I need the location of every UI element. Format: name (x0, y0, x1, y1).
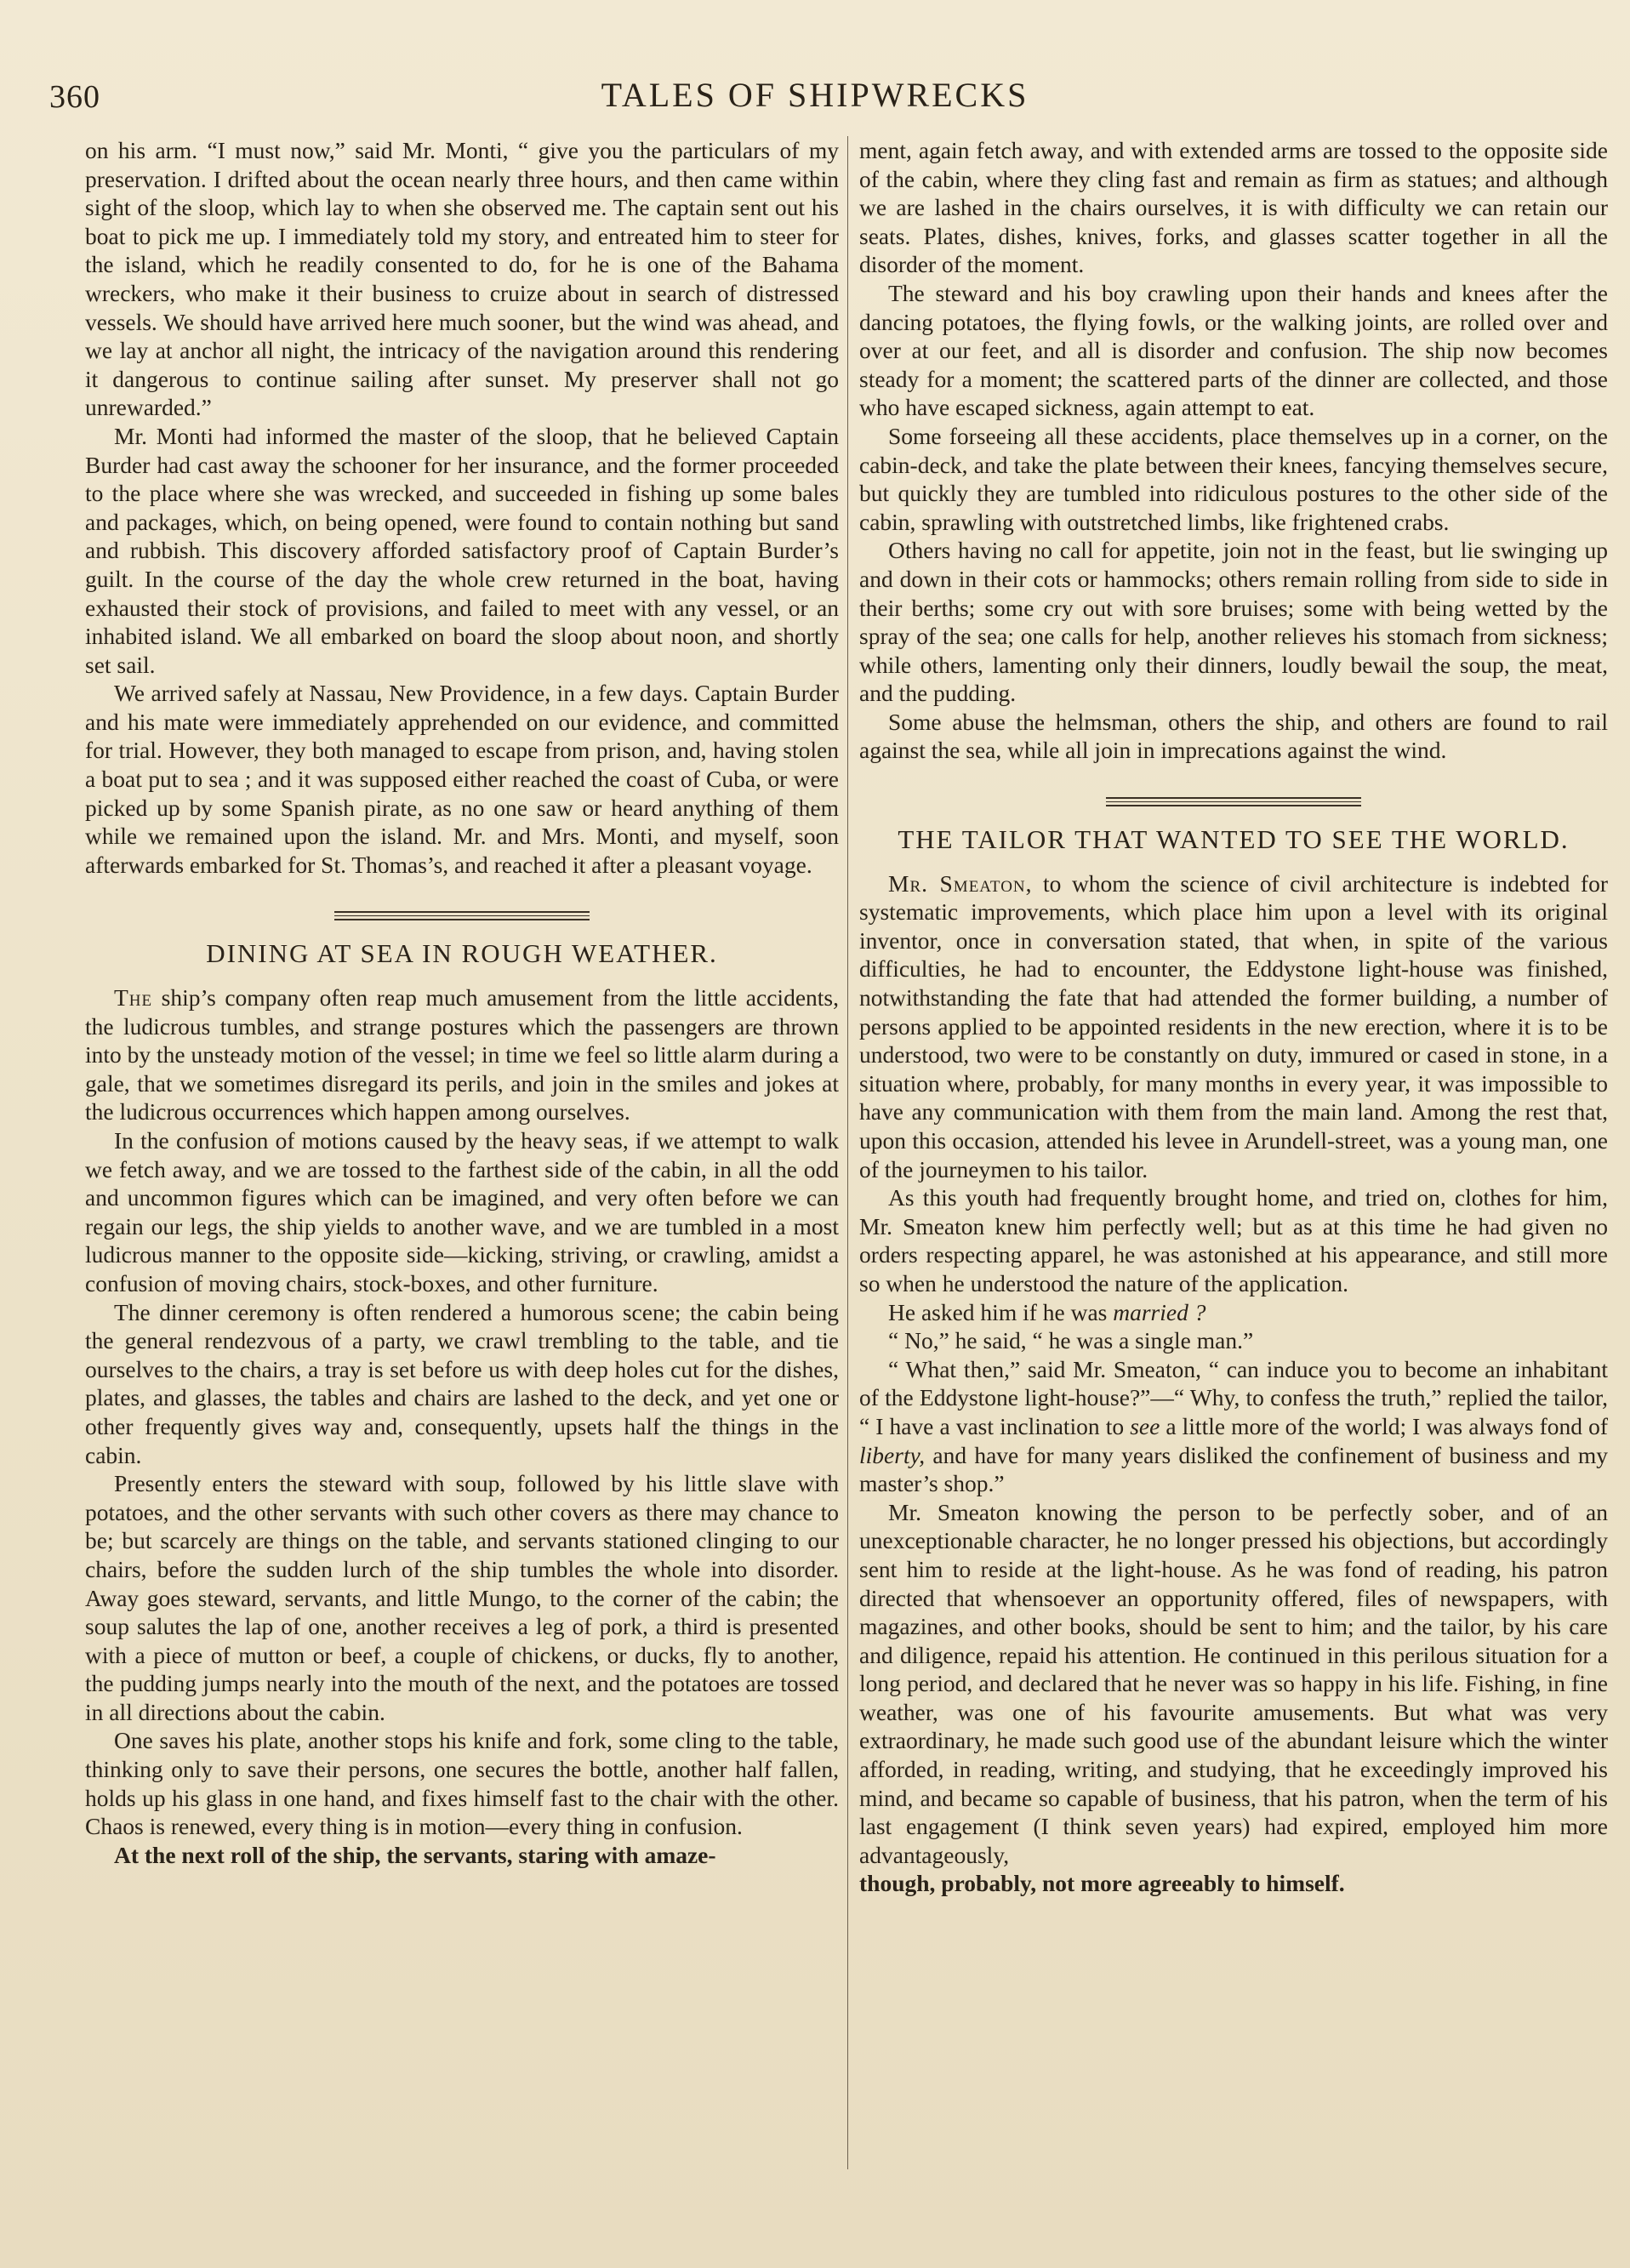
divider-line (1106, 797, 1361, 799)
paragraph-text: and have for many years disliked the confinement of business and my master’s shop.” (859, 1441, 1608, 1497)
divider-line (1106, 805, 1361, 806)
paragraph: We arrived safely at Nassau, New Providence, in a few days. Captain Burder and his mate were immediately apprehended on our evidence, and committed for trial. However, they both managed to escape from prison, and, having stolen a boat put to sea ; and it was supposed either reached the coast of Cuba, or were picked up by some Spanish pirate, as no one saw or heard anything of them while we remained upon the island. Mr. and Mrs. Monti, and myself, soon afterwards embarked for St. Thomas’s, and reached it after a pleasant voyage. (85, 680, 839, 878)
paragraph (859, 869, 1608, 1184)
paragraph (859, 1355, 1608, 1498)
paragraph-text: ship’s company often reap much amusement from the little accidents, the ludicrous tumbles, and strange postures which the passengers are thrown into by the unsteady motion of the vessel; in time we feel so little alarm during a gale, that we sometimes disregard its perils, and join in the smiles and jokes at the ludicrous occurrences which happen among ourselves. (85, 984, 839, 1125)
paragraph: Mr. Smeaton knowing the person to be perfectly sober, and of an unexceptionable character, he no longer pressed his objections, but accordingly sent him to reside at the light-house. As he was fond of reading, his patron directed that whensoever an opportunity offered, files of newspapers, with magazines, and other books, should be sent to him; and the tailor, by his care and diligence, repaid his attention. He continued in this perilous situation for a long period, and declared that he never was so happy in his life. Fishing, in fine weather, was one of his favourite amusements. But what was very extraordinary, he made such good use of the abundant leisure which the winter afforded, in reading, writing, and studying, that he exceedingly improved his mind, and became so capable of business, that his patron, when the term of his last engagement (I think seven years) had expired, employed him more advantageously, (859, 1498, 1608, 1868)
paragraph-text: to whom the science of civil architecture is indebted for systematic improvements, which place him upon a level with its original inventor, once in conversation stated, that when, in spite of the various difficulties, he had to encounter, the Eddystone light-house was finished, notwithstanding the fate that had attended the former building, a number of persons applied to be appointed residents in the new erection, where it is to be understood, two were to be constantly on duty, immured or cased in stone, in a situation where, probably, for many months in every year, it was impossible to have any communication with them from the main land. Among the rest that, upon this occasion, attended his levee in Arundell-street, was a young man, one of the journeymen to his tailor. (859, 869, 1608, 1182)
paragraph: “ No,” he said, “ he was a single man.” (888, 1327, 1254, 1354)
paragraph-text: a little more of the world; I was always fond of (1160, 1412, 1608, 1439)
paragraph: Mr. Monti had informed the master of the sloop, that he believed Captain Burder had cast away the schooner for her insurance, and the former proceeded to the place where she was wrecked, and succeeded in fishing up some bales and packages, which, on being opened, were found to contain nothing but sand and rubbish. This discovery afforded satisfactory proof of Captain Burder’s guilt. In the course of the day the whole crew returned in the boat, having exhausted their stock of provisions, and failed to meet with any vessel, or an inhabited island. We all embarked on board the sloop about noon, and shortly set sail. (85, 422, 839, 678)
paragraph (85, 983, 839, 1126)
lead-word: The (114, 984, 153, 1011)
divider-line (334, 911, 590, 913)
section-divider (334, 911, 590, 920)
paragraph-text: He asked him if he was (888, 1298, 1114, 1325)
italic-word: married ? (1113, 1298, 1206, 1325)
section-divider (1106, 797, 1361, 806)
paragraph-text: “ What then,” said Mr. Smeaton, “ can induce you to become an inhabitant of the Eddystone light-house?”—“ Why, to confess the truth,” replied the tailor, “ I have a vast inclination to (859, 1355, 1608, 1439)
page-header (0, 66, 1630, 117)
italic-word: see (1130, 1412, 1160, 1439)
italic-word: liberty, (859, 1441, 926, 1468)
paragraph: on his arm. “I must now,” said Mr. Monti, “ give you the particulars of my preservation. I drifted about the ocean nearly three hours, and then came within sight of the sloop, which lay to when she observed me. The captain sent out his boat to pick me up. I immediately told my story, and entreated him to steer for the island, which he readily consented to do, for he is one of the Bahama wreckers, who make it their business to cruize about in search of distressed vessels. We should have arrived here much sooner, but the wind was ahead, and we lay at anchor all night, the intricacy of the navigation around this rendering it dangerous to continue sailing after sunset. My preserver shall not go unrewarded.” (85, 137, 839, 421)
divider-line (334, 919, 590, 920)
paragraph: Some forseeing all these accidents, place themselves up in a corner, on the cabin-deck, and take the plate between their knees, fancying themselves secure, but quickly they are tumbled into ridiculous postures to the other side of the cabin, sprawling with outstretched limbs, like frightened crabs. (859, 422, 1608, 535)
paragraph: Others having no call for appetite, join not in the feast, but lie swinging up and down in their cots or hammocks; others remain rolling from side to side in their berths; some cry out with sore bruises; some with being wetted by the spray of the sea; one calls for help, another relieves his stomach from sickness; while others, lamenting only their dinners, loudly bewail the soup, the meat, and the pudding. (859, 537, 1608, 707)
divider-line (1106, 801, 1361, 802)
column-rule (847, 136, 848, 2169)
running-title: TALES OF SHIPWRECKS (601, 76, 1029, 114)
paragraph-continued: though, probably, not more agreeably to himself. (859, 1870, 1345, 1897)
article-heading: THE TAILOR THAT WANTED TO SEE THE WORLD. (898, 824, 1570, 855)
right-column (859, 136, 1608, 1898)
lead-word: Mr. Smeaton, (888, 869, 1033, 897)
paragraph: The steward and his boy crawling upon their hands and knees after the dancing potatoes, the flying fowls, or the walking joints, are rolled over and over at our feet, and all is disorder and confusion. The ship now becomes steady for a moment; the scattered parts of the dinner are collected, and those who have escaped sickness, again attempt to eat. (859, 279, 1608, 421)
article-heading: DINING AT SEA IN ROUGH WEATHER. (206, 938, 718, 969)
paragraph: The dinner ceremony is often rendered a humorous scene; the cabin being the general rendezvous of a party, we crawl trembling to the table, and tie ourselves to the chairs, a tray is set before us with deep holes cut for the dishes, plates, and glasses, the tables and chairs are lashed to the deck, and yet one or other frequently gives way and, consequently, upsets half the things in the cabin. (85, 1298, 839, 1468)
paragraph: As this youth had frequently brought home, and tried on, clothes for him, Mr. Smeaton knew him perfectly well; but as at this time he had given no orders respecting apparel, he was astonished at his appearance, and still more so when he understood the nature of the application. (859, 1184, 1608, 1296)
paragraph-continued: At the next roll of the ship, the servants, staring with amaze- (114, 1841, 716, 1868)
paragraph: One saves his plate, another stops his knife and fork, some cling to the table, thinking only to save their persons, one secures the bottle, another half fallen, holds up his glass in one hand, and fixes himself fast to the chair with the other. Chaos is renewed, every thing is in motion—every thing in confusion. (85, 1727, 839, 1840)
page-number: 360 (49, 79, 100, 115)
paragraph: Some abuse the helmsman, others the ship, and others are found to rail against the sea, while all join in imprecations against the wind. (859, 708, 1608, 764)
paragraph: Presently enters the steward with soup, followed by his little slave with potatoes, and the other servants with such other covers as there may chance to be; but scarcely are things on the table, and servants stationed clinging to our chairs, before the sudden lurch of the ship tumbles the whole into disorder. Away goes steward, servants, and little Mungo, to the corner of the cabin; the soup salutes the lap of one, another receives a leg of pork, a third is presented with a piece of mutton or beef, a couple of chickens, or ducks, fly to another, the pudding jumps nearly into the mouth of the next, and the potatoes are tossed in all directions about the cabin. (85, 1470, 839, 1725)
paragraph: In the confusion of motions caused by the heavy seas, if we attempt to walk we fetch away, and we are tossed to the farthest side of the cabin, in all the odd and uncommon figures which can be imagined, and very often before we can regain our legs, the ship yields to another wave, and we are tumbled in a most ludicrous manner to the opposite side—kicking, striving, or crawling, amidst a confusion of moving chairs, stock-boxes, and other furniture. (85, 1127, 839, 1296)
divider-line (334, 915, 590, 916)
paragraph (859, 1298, 1608, 1327)
left-column (85, 136, 839, 1869)
paragraph: ment, again fetch away, and with extended arms are tossed to the opposite side of the cabin, where they cling fast and remain as firm as statues; and although we are lashed in the chairs ourselves, it is with difficulty we can retain our seats. Plates, dishes, knives, forks, and glasses scatter together in all the disorder of the moment. (859, 137, 1608, 278)
